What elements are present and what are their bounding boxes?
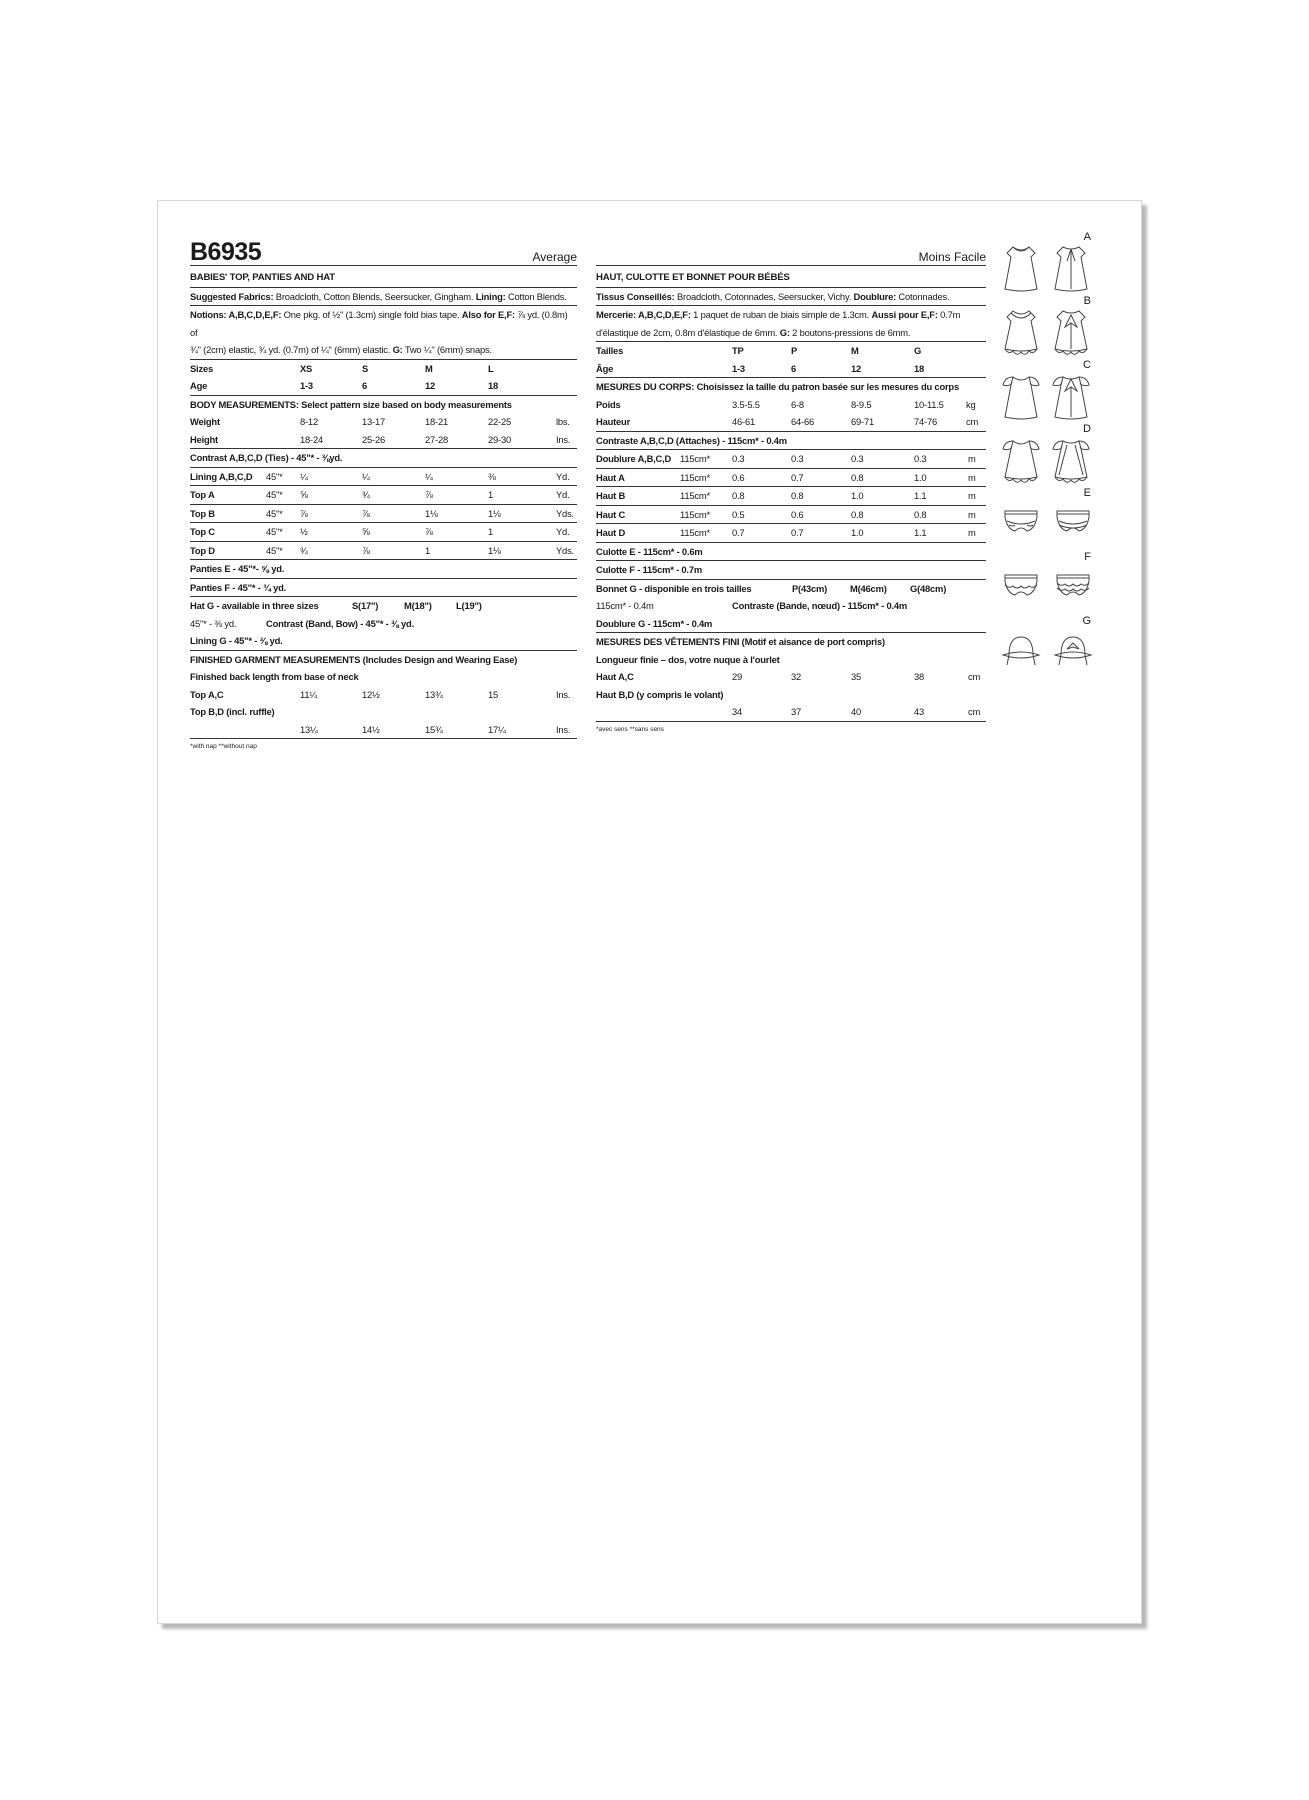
view-b: B — [993, 301, 1133, 365]
panties-e-row: Panties E - 45"*- ⅝ yd. — [190, 560, 577, 579]
yardage-row: Haut B 115cm* 0.8 0.8 1.0 1.1 m — [596, 487, 986, 506]
top-ac-row: Top A,C 11¼ 12½ 13¾ 15 Ins. — [190, 688, 571, 700]
panties-f-row: Panties F - 45"* - ¾ yd. — [190, 579, 577, 598]
sizes-row: Sizes XS S M L — [190, 362, 494, 374]
french-column — [596, 233, 986, 733]
yardage-row: Top D 45"* ¾ ⅞ 1 1⅛ Yds. — [190, 542, 577, 561]
view-a: A — [993, 237, 1133, 301]
yardage-row: Haut C 115cm* 0.5 0.6 0.8 0.8 m — [596, 506, 986, 525]
notions: Mercerie: A,B,C,D,E,F: 1 paquet de ruban de biais simple de 1.3cm. Aussi pour E,F: 0.7m d'élastique de 2cm, 0.8m d'élastique de 6mm. G: 2 boutons-pressions de 6mm. — [596, 306, 986, 342]
yardage-row: Top A 45"* ⅝ ¾ ⅞ 1 Yd. — [190, 486, 577, 505]
header — [596, 233, 986, 266]
garment-title: BABIES' TOP, PANTIES AND HAT — [190, 266, 577, 288]
yardage-row: Top C 45"* ½ ⅝ ⅞ 1 Yd. — [190, 523, 577, 542]
view-f: F — [993, 557, 1133, 621]
difficulty-level: Moins Facile — [918, 250, 986, 264]
age-row: Age 1-3 6 12 18 — [190, 380, 499, 391]
body-measurements — [190, 396, 577, 450]
body-title: BODY MEASUREMENTS: Select pattern size based on body measurements — [190, 398, 512, 410]
difficulty-level: Average — [532, 250, 577, 264]
pattern-envelope-back — [157, 200, 1142, 1624]
english-column — [190, 233, 577, 750]
view-c: C — [993, 365, 1133, 429]
view-d: D — [993, 429, 1133, 493]
view-e: E — [993, 493, 1133, 557]
panties-sketch-icon — [993, 497, 1103, 553]
fabrics: Tissus Conseillés: Broadcloth, Cotonnades, Seersucker, Vichy. Doublure: Cotonnades. — [596, 288, 986, 307]
footnote: *with nap **without nap — [190, 743, 257, 750]
hat-section: Hat G - available in three sizes S(17") M(18") L(19") 45"* - ⅜ yd. Contrast (Band, Bow) - 45"* - ⅜ yd. Lining G - 45"* - ⅜ yd. — [190, 597, 577, 651]
finished-measurements: MESURES DES VÊTEMENTS FINI (Motif et aisance de port compris) Longueur finie – dos, votre nuque à l'ourlet Haut A,C 29 32 35 38 cm Haut B,D (y compris le volant) 34 37 40 43 cm — [596, 633, 986, 722]
contrast-row: Contraste A,B,C,D (Attaches) - 115cm* - 0.4m — [596, 432, 986, 451]
yardage-row: Lining A,B,C,D 45"* ¼ ¼ ¼ ⅜ Yd. — [190, 468, 577, 487]
pattern-code: B6935 — [190, 238, 262, 266]
fabrics: Suggested Fabrics: Broadcloth, Cotton Blends, Seersucker, Gingham. Lining: Cotton Blends. — [190, 288, 577, 307]
panties-f-row: Culotte F - 115cm* - 0.7m — [596, 561, 986, 580]
top-sketch-icon — [993, 241, 1103, 297]
yardage-row: Top B 45"* ⅞ ⅞ 1⅛ 1⅛ Yds. — [190, 505, 577, 524]
top-flutter-ruffle-sketch-icon — [993, 433, 1103, 489]
contrast-row: Contrast A,B,C,D (Ties) - 45"* - ⅜yd. — [190, 449, 577, 468]
height-row: Height 18-24 25-26 27-28 29-30 Ins. — [190, 433, 571, 445]
hat-sketch-icon — [993, 625, 1103, 681]
panties-e-row: Culotte E - 115cm* - 0.6m — [596, 543, 986, 562]
yardage-row: Haut A 115cm* 0.6 0.7 0.8 1.0 m — [596, 469, 986, 488]
top-flutter-sketch-icon — [993, 369, 1103, 425]
weight-row: Weight 8-12 13-17 18-21 22-25 lbs. — [190, 416, 570, 427]
view-g: G — [993, 621, 1133, 685]
garment-title: HAUT, CULOTTE ET BONNET POUR BÉBÉS — [596, 266, 986, 288]
finished-measurements: FINISHED GARMENT MEASUREMENTS (Includes Design and Wearing Ease) Finished back length from base of neck Top A,C 11¼ 12½ 13¾ 15 Ins. Top B,D (incl. ruffle) 13¼ 14½ 15¾ 17¼ Ins. — [190, 651, 577, 740]
body-measurements: MESURES DU CORPS: Choisissez la taille du patron basée sur les mesures du corps Poids 3.5-5.5 6-8 8-9.5 10-11.5 kg Hauteur 46-61 64-66 69-71 74-76 cm — [596, 378, 986, 432]
top-bd-row: 13¼ 14½ 15¾ 17¼ Ins. — [300, 723, 571, 735]
notions: Notions: A,B,C,D,E,F: One pkg. of ½" (1.3cm) single fold bias tape. Also for E,F: ⅞ yd. (0.8m) of ¾" (2cm) elastic, ¾ yd. (0.7m) of ¼" (6mm) elastic. G: Two ¼" (6mm) snaps. — [190, 306, 577, 360]
sizes-table — [190, 360, 577, 396]
footnote: *avec sens **sans sens — [596, 725, 664, 733]
panties-ruffle-sketch-icon — [993, 561, 1103, 617]
yardage-row: Doublure A,B,C,D 115cm* 0.3 0.3 0.3 0.3 m — [596, 450, 986, 469]
top-ruffle-sketch-icon — [993, 305, 1103, 361]
hat-section: Bonnet G - disponible en trois tailles P(43cm) M(46cm) G(48cm) 115cm* - 0.4m Contraste (Bande, nœud) - 115cm* - 0.4m Doublure G - 115cm* - 0.4m — [596, 580, 986, 634]
yardage-row: Haut D 115cm* 0.7 0.7 1.0 1.1 m — [596, 524, 986, 543]
header — [190, 233, 577, 266]
sizes-table: Tailles TP P M G Âge 1-3 6 12 18 — [596, 342, 986, 378]
